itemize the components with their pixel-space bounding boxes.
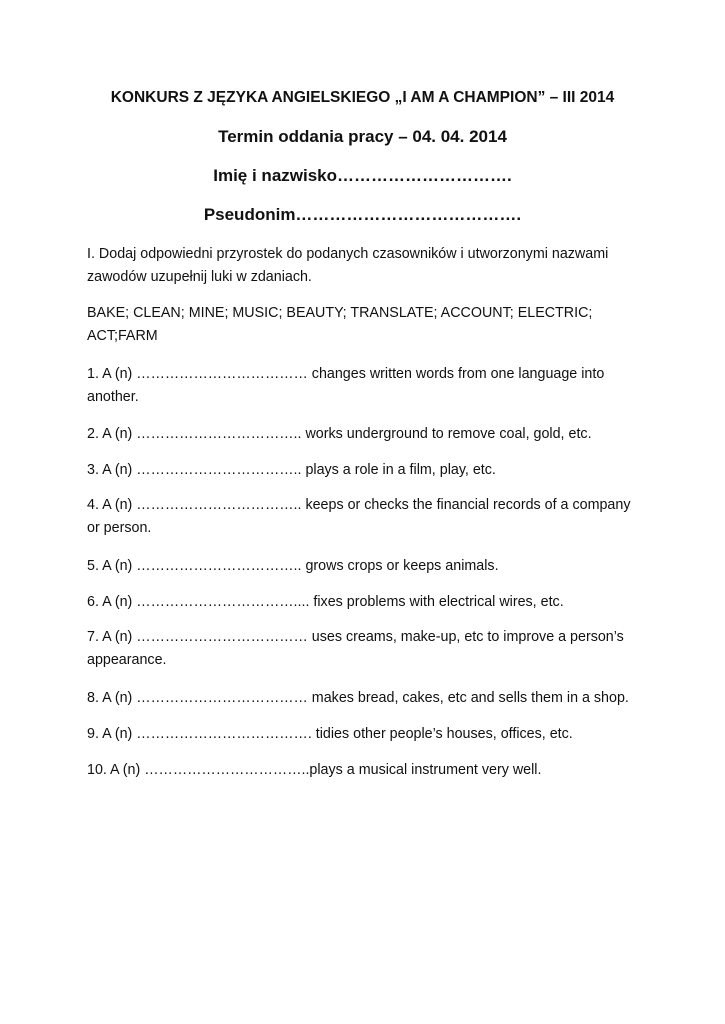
question-8: 8. A (n) ……………………………… makes bread, cakes, etc and sells them in a shop. bbox=[87, 690, 629, 706]
name-field-line: Imię i nazwisko…………………………. bbox=[213, 166, 512, 185]
question-1: 1. A (n) ……………………………… changes written words from one language into another. bbox=[87, 366, 605, 405]
question-10: 10. A (n) ……………………………..plays a musical instrument very well. bbox=[87, 762, 542, 778]
exercise-instruction: I. Dodaj odpowiedni przyrostek do podanych czasowników i utworzonymi nazwami zawodów uzupełnij luki w zdaniach. bbox=[87, 246, 609, 285]
word-bank: BAKE; CLEAN; MINE; MUSIC; BEAUTY; TRANSLATE; ACCOUNT; ELECTRIC; ACT;FARM bbox=[87, 305, 593, 344]
question-5: 5. A (n) …………………………….. grows crops or keeps animals. bbox=[87, 558, 499, 574]
question-6: 6. A (n) …………………………….... fixes problems with electrical wires, etc. bbox=[87, 594, 564, 610]
question-4: 4. A (n) …………………………….. keeps or checks the financial records of a company or person. bbox=[87, 497, 631, 536]
pseudonym-field-line: Pseudonim…………………………………. bbox=[203, 205, 522, 224]
deadline-line: Termin oddania pracy – 04. 04. 2014 bbox=[218, 127, 507, 146]
question-7: 7. A (n) ……………………………… uses creams, make-up, etc to improve a person’s appearance. bbox=[87, 629, 624, 668]
question-9: 9. A (n) ………………………………. tidies other people’s houses, offices, etc. bbox=[87, 726, 573, 742]
contest-title: KONKURS Z JĘZYKA ANGIELSKIEGO „I AM A CHAMPION” – III 2014 bbox=[110, 89, 615, 106]
question-2: 2. A (n) …………………………….. works underground to remove coal, gold, etc. bbox=[87, 426, 592, 442]
question-3: 3. A (n) …………………………….. plays a role in a film, play, etc. bbox=[87, 462, 496, 478]
